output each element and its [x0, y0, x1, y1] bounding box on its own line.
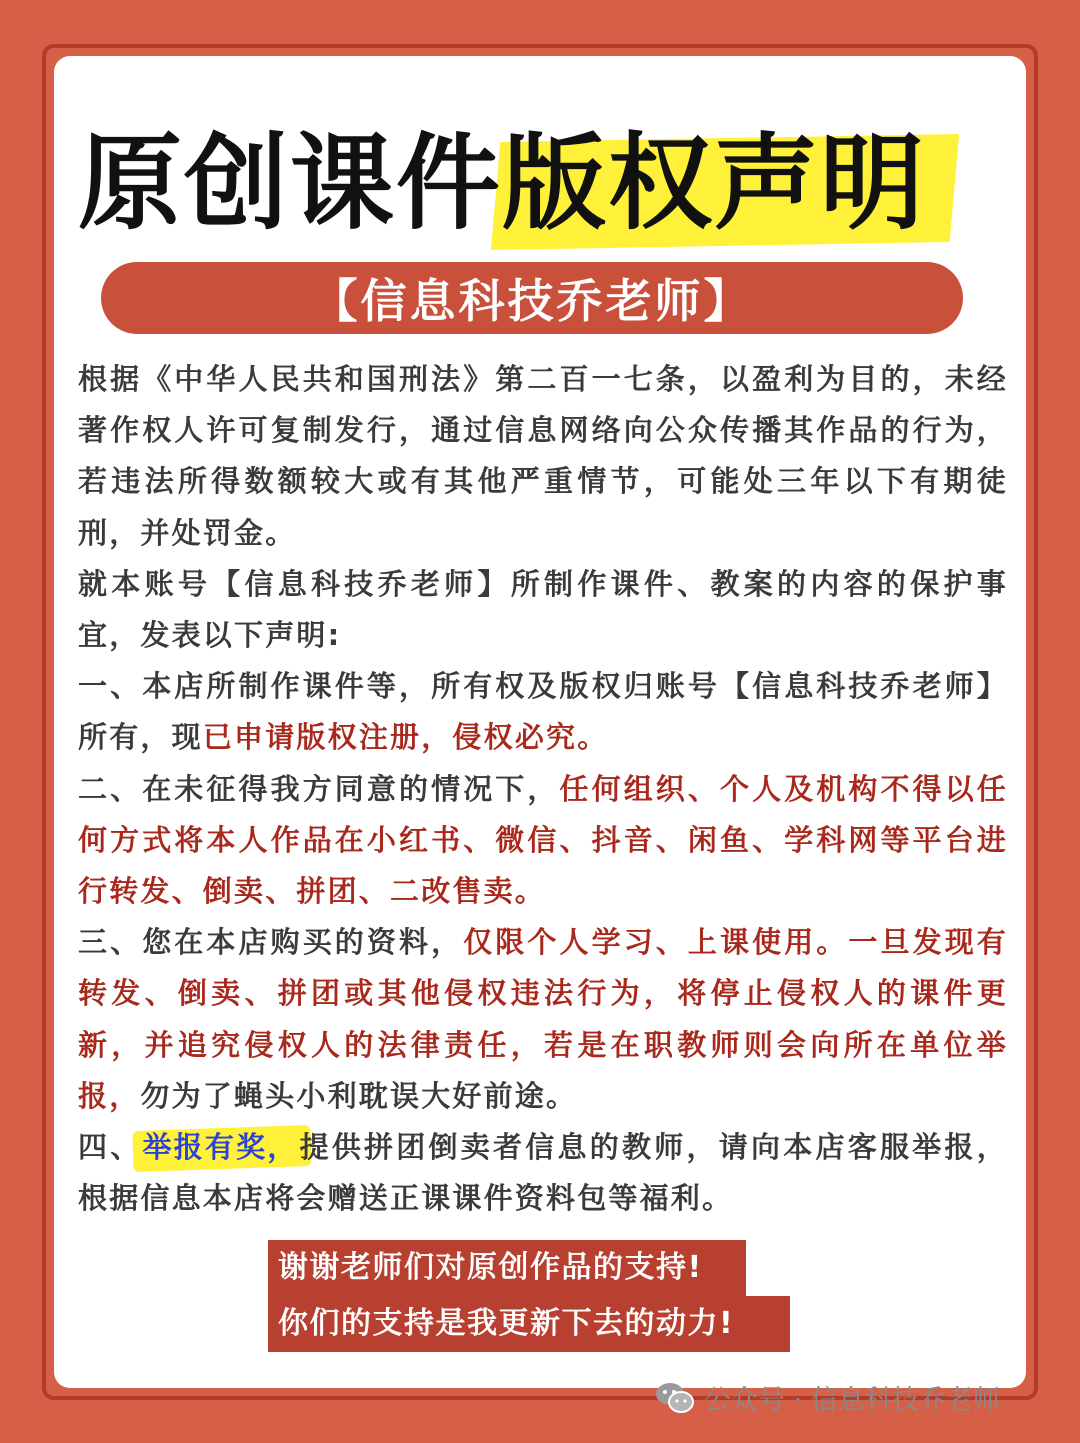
title-highlight-text: 版权声明: [502, 122, 927, 244]
paragraph-text: 提供拼团倒卖者信息的教师，请向本店客服举报，根据信息本店将会赠送正课课件资料包等福利。: [78, 1130, 1008, 1216]
statement-paragraph: [78, 354, 1008, 559]
statement-paragraph: [78, 764, 1008, 918]
statement-paragraph: [78, 559, 1008, 661]
emphasis-text: 仅限个人学习、上课使用。一旦发现有转发、倒卖、拼团或其他侵权违法行为，将停止侵权人的课件更新，并追究侵权人的法律责任，若是在职教师则会向所在单位举报，: [78, 925, 1008, 1113]
reward-highlight: 举报有奖，: [143, 1122, 299, 1173]
paragraph-text: 一、本店所制作课件等，所有权及版权归账号【信息科技乔老师】所有，现: [78, 669, 1008, 755]
paragraph-text: 就本账号【信息科技乔老师】所制作课件、教案的内容的保护事宜，发表以下声明:: [78, 566, 1008, 653]
wechat-icon: [654, 1380, 696, 1416]
watermark: [654, 1378, 1000, 1417]
statement-paragraphs: [78, 354, 1008, 1224]
paragraph-text: 四、: [78, 1130, 143, 1165]
statement-paragraph: [78, 917, 1008, 1122]
thanks-line-1: 谢谢老师们对原创作品的支持!: [268, 1240, 746, 1296]
title-highlight: [502, 118, 926, 248]
emphasis-text: 任何组织、个人及机构不得以任何方式将本人作品在小红书、微信、抖音、闲鱼、学科网等平台进行转发、倒卖、拼团、二改售卖。: [78, 771, 1008, 909]
emphasis-text: 已申请版权注册，侵权必究。: [202, 720, 609, 755]
paragraph-text: 三、您在本店购买的资料，: [78, 925, 464, 960]
statement-paragraph: [78, 1122, 1008, 1224]
paragraph-text: 二、在未征得我方同意的情况下，: [78, 771, 560, 806]
title-plain: 原创课件: [78, 122, 503, 244]
thanks-line-2: 你们的支持是我更新下去的动力!: [268, 1296, 790, 1352]
statement-paragraph: [78, 661, 1008, 763]
statement-body: [78, 354, 1008, 1224]
subtitle-text: 【信息科技乔老师】: [311, 274, 753, 328]
thanks-box: [268, 1240, 790, 1352]
paragraph-text: 根据《中华人民共和国刑法》第二百一七条，以盈利为目的，未经著作权人许可复制发行，通过信息网络向公众传播其作品的行为，若违法所得数额较大或有其他严重情节，可能处三年以下有期徒刑，并处罚金。: [78, 362, 1008, 550]
subtitle-banner: [101, 262, 963, 334]
page-title: [78, 118, 1008, 248]
paragraph-text: 勿为了蝇头小利耽误大好前途。: [140, 1078, 578, 1113]
watermark-text: 公众号 · 信息科技乔老师: [704, 1385, 1000, 1416]
